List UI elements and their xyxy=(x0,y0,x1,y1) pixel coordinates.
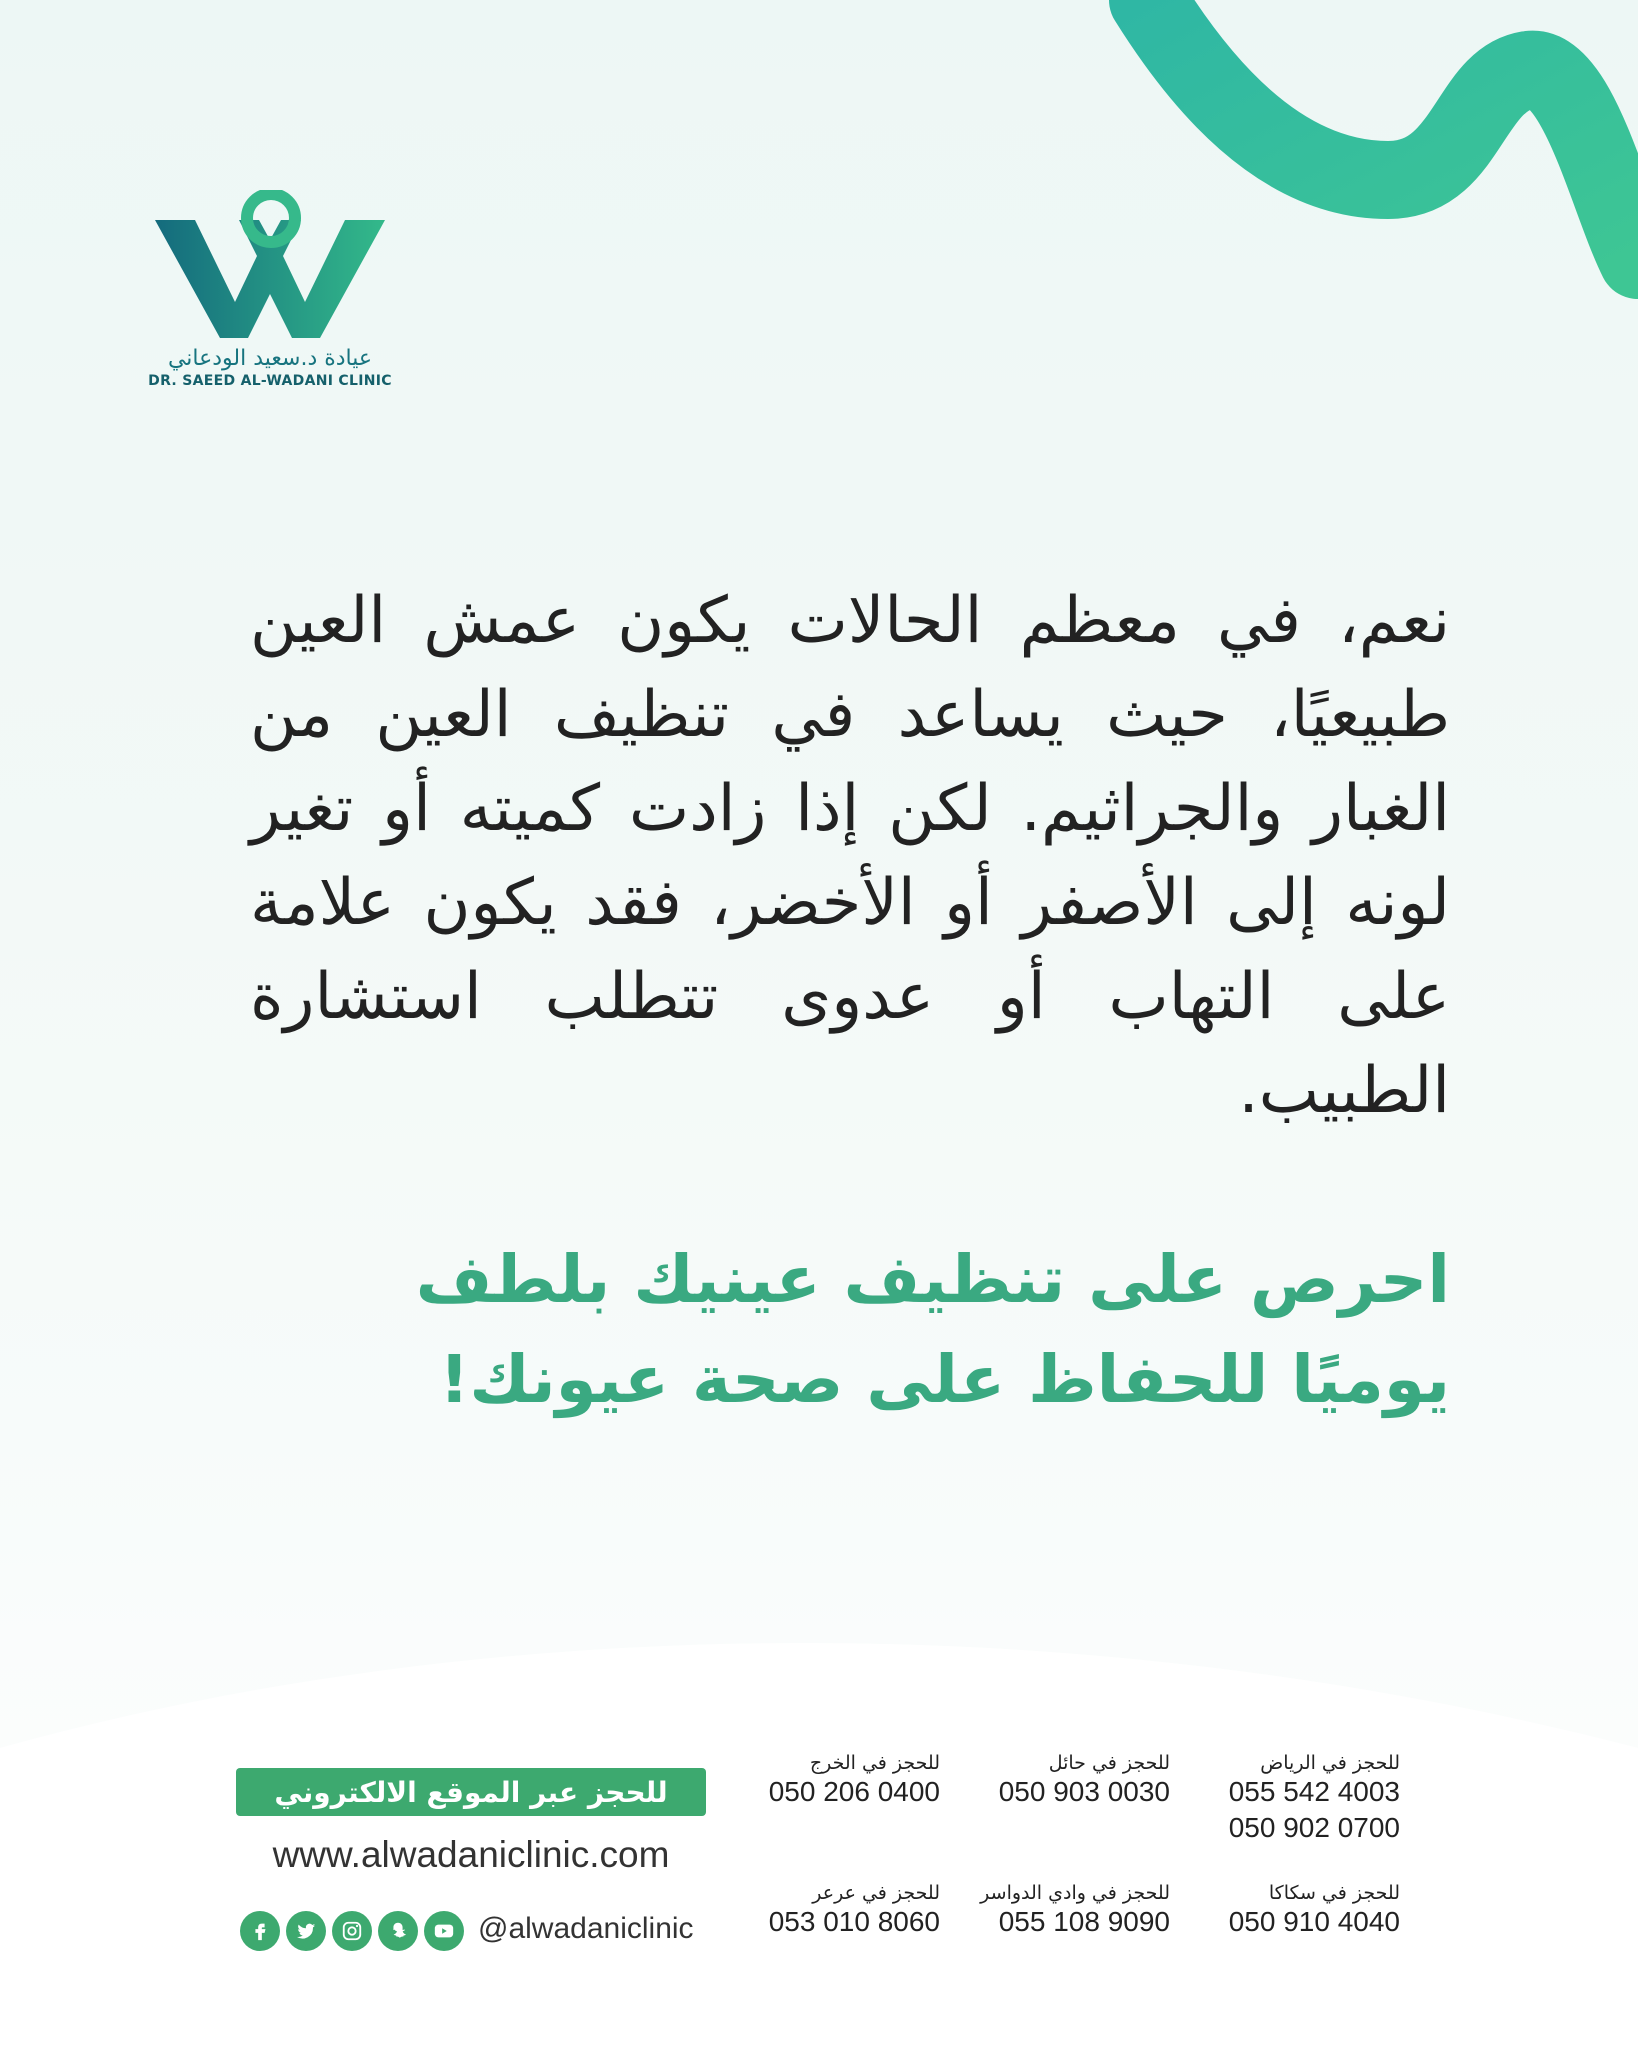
call-to-action: احرص على تنظيف عينيك بلطف يوميًا للحفاظ على صحة عيونك! xyxy=(415,1241,1450,1418)
twitter-icon[interactable] xyxy=(286,1911,326,1951)
branch-hail xyxy=(950,1752,1170,1810)
branch-label: للحجز في الخرج xyxy=(809,1752,940,1774)
ribbon-decoration xyxy=(998,0,1638,320)
branch-arar xyxy=(720,1882,940,1940)
social-icons xyxy=(240,1911,464,1951)
logo-arabic-name: عيادة د.سعيد الودعاني xyxy=(167,346,373,371)
branch-sakaka xyxy=(1180,1882,1400,1940)
phone-number[interactable]: 055 108 9090 xyxy=(998,1906,1170,1937)
phone-number[interactable]: 050 910 4040 xyxy=(1228,1906,1400,1937)
branch-riyadh xyxy=(1180,1752,1400,1846)
facebook-icon[interactable] xyxy=(240,1911,280,1951)
phone-number[interactable]: 053 010 8060 xyxy=(768,1906,940,1937)
branch-wadi-aldawasir xyxy=(950,1882,1170,1940)
clinic-logo xyxy=(140,190,400,389)
logo-mark-icon xyxy=(155,190,385,340)
branch-label: للحجز في عرعر xyxy=(812,1882,940,1904)
snapchat-icon[interactable] xyxy=(378,1911,418,1951)
branch-label: للحجز في الرياض xyxy=(1260,1752,1400,1774)
branch-label: للحجز في سكاكا xyxy=(1268,1882,1400,1904)
website-link[interactable]: www.alwadaniclinic.com xyxy=(272,1834,670,1875)
branch-label: للحجز في حائل xyxy=(1048,1752,1170,1774)
phone-number[interactable]: 050 903 0030 xyxy=(998,1776,1170,1807)
main-paragraph: نعم، في معظم الحالات يكون عمش العين طبيعيًا، حيث يساعد في تنظيف العين من الغبار والجراثيم. لكن إذا زادت كميته أو تغير لونه إلى الأصفر أو الأخضر، فقد يكون علامة على التهاب أو عدوى تتطلب استشارة الطبيب. xyxy=(250,584,1450,1128)
youtube-icon[interactable] xyxy=(424,1911,464,1951)
phone-number[interactable]: 050 206 0400 xyxy=(768,1776,940,1807)
phone-number[interactable]: 055 542 4003 xyxy=(1228,1776,1400,1807)
phone-number[interactable]: 050 902 0700 xyxy=(1228,1812,1400,1843)
instagram-icon[interactable] xyxy=(332,1911,372,1951)
branch-kharj xyxy=(720,1752,940,1810)
branch-label: للحجز في وادي الدواسر xyxy=(980,1882,1170,1904)
social-handle[interactable]: @alwadaniclinic xyxy=(478,1912,694,1945)
logo-english-name: DR. SAEED AL-WADANI CLINIC xyxy=(148,373,392,389)
online-booking-button[interactable]: للحجز عبر الموقع الالكتروني xyxy=(236,1768,706,1816)
